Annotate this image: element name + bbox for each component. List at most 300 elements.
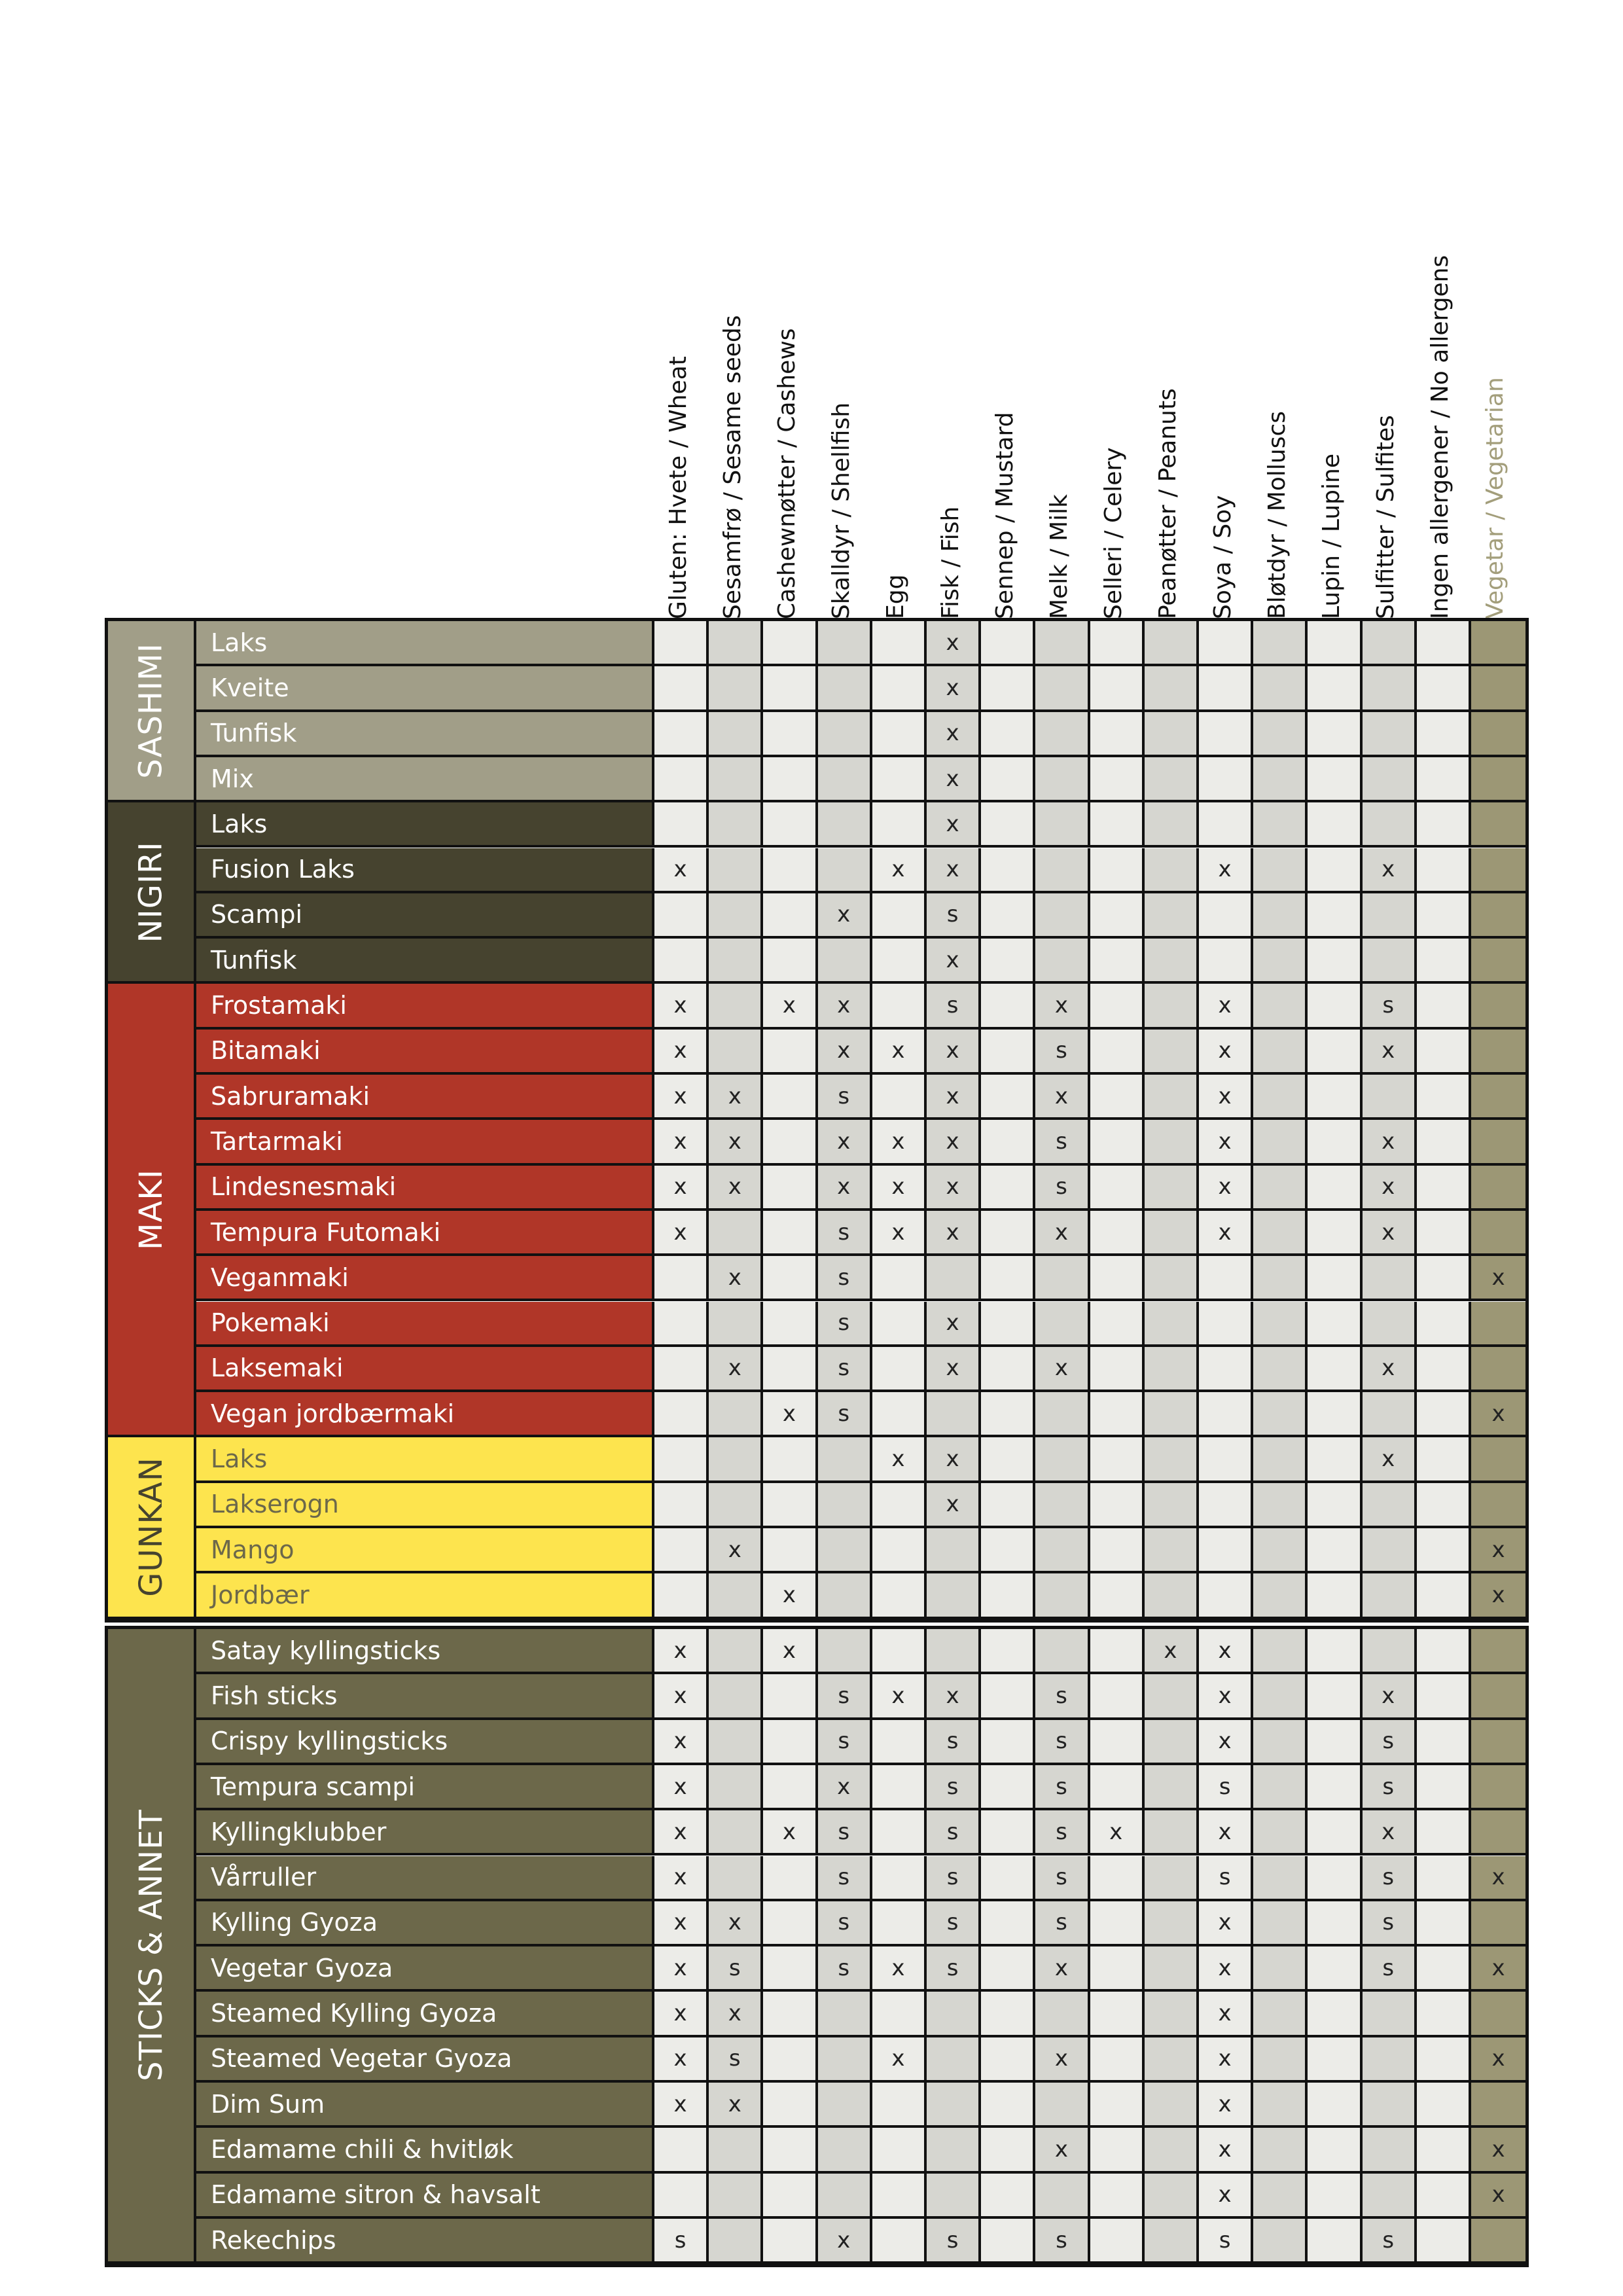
allergen-cell-sennep-mustard [981,1166,1035,1211]
allergen-cell-sesamfro-sesame-seeds [709,757,763,802]
allergen-cell-peanotter-peanuts [1145,1392,1199,1437]
allergen-cell-blotdyr-molluscs [1253,2128,1308,2173]
allergen-cell-gluten-hvete-wheat [654,621,709,666]
allergen-cell-vegetar-vegetarian [1471,621,1525,666]
allergen-cell-sennep-mustard [981,1810,1035,1856]
allergen-cell-gluten-hvete-wheat: x [654,848,709,893]
menu-item-edamame-sitron-havsalt: Edamame sitron & havsalt [196,2174,654,2219]
allergen-cell-skalldyr-shellfish [818,1992,872,2037]
allergen-cell-soya-soy: x [1199,1946,1253,1992]
menu-item-crispy-kyllingsticks: Crispy kyllingsticks [196,1720,654,1765]
allergen-cell-soya-soy [1199,666,1253,711]
allergen-cell-cashewnotter-cashews: x [763,1573,817,1619]
allergen-cell-ingen-allergener-no-allergens [1417,802,1471,848]
allergen-cell-fisk-fish [927,2083,981,2128]
column-header-selleri-celery: Selleri / Celery [1100,447,1128,619]
allergen-cell-gluten-hvete-wheat [654,1302,709,1347]
allergen-cell-egg [872,1992,927,2037]
allergen-cell-selleri-celery [1090,2083,1145,2128]
allergen-cell-ingen-allergener-no-allergens [1417,1992,1471,2037]
allergen-cell-soya-soy: x [1199,1629,1253,1674]
column-header-fisk-fish: Fisk / Fish [936,506,964,619]
allergen-cell-egg [872,1347,927,1392]
allergen-cell-vegetar-vegetarian: x [1471,1256,1525,1301]
allergen-cell-soya-soy [1199,939,1253,984]
allergen-cell-vegetar-vegetarian: x [1471,1573,1525,1619]
allergen-cell-blotdyr-molluscs [1253,757,1308,802]
allergen-cell-lupin-lupine [1308,1347,1362,1392]
allergen-cell-gluten-hvete-wheat: x [654,2037,709,2083]
allergen-cell-peanotter-peanuts [1145,2037,1199,2083]
allergen-cell-blotdyr-molluscs [1253,1302,1308,1347]
allergen-cell-fisk-fish: x [927,666,981,711]
allergen-cell-soya-soy [1199,1573,1253,1619]
allergen-cell-sesamfro-sesame-seeds [709,984,763,1029]
allergen-cell-melk-milk: s [1035,1810,1090,1856]
allergen-cell-vegetar-vegetarian [1471,1437,1525,1482]
allergen-cell-peanotter-peanuts [1145,848,1199,893]
allergen-cell-egg [872,757,927,802]
allergen-cell-sulfitter-sulfites: x [1363,1347,1417,1392]
column-header-ingen-allergener-no-allergens: Ingen allergener / No allergens [1427,255,1454,619]
allergen-cell-peanotter-peanuts [1145,1211,1199,1256]
menu-item-steamed-kylling-gyoza: Steamed Kylling Gyoza [196,1992,654,2037]
allergen-cell-gluten-hvete-wheat [654,1437,709,1482]
allergen-cell-ingen-allergener-no-allergens [1417,984,1471,1029]
allergen-cell-ingen-allergener-no-allergens [1417,848,1471,893]
allergen-cell-sennep-mustard [981,2174,1035,2219]
menu-item-kveite: Kveite [196,666,654,711]
allergen-cell-soya-soy [1199,712,1253,757]
allergen-cell-sesamfro-sesame-seeds: s [709,2037,763,2083]
allergen-cell-soya-soy: x [1199,2128,1253,2173]
allergen-cell-skalldyr-shellfish: s [818,1946,872,1992]
allergen-cell-ingen-allergener-no-allergens [1417,1856,1471,1901]
allergen-cell-skalldyr-shellfish: s [818,1720,872,1765]
allergen-cell-vegetar-vegetarian [1471,802,1525,848]
allergen-cell-lupin-lupine [1308,1075,1362,1120]
allergen-cell-blotdyr-molluscs [1253,1765,1308,1810]
allergen-cell-soya-soy [1199,1302,1253,1347]
allergen-cell-gluten-hvete-wheat: x [654,1075,709,1120]
allergen-cell-vegetar-vegetarian [1471,712,1525,757]
allergen-cell-peanotter-peanuts [1145,1810,1199,1856]
allergen-cell-ingen-allergener-no-allergens [1417,1302,1471,1347]
allergen-cell-gluten-hvete-wheat: x [654,984,709,1029]
allergen-cell-selleri-celery [1090,2128,1145,2173]
menu-item-vegan-jordbaermaki: Vegan jordbærmaki [196,1392,654,1437]
allergen-cell-ingen-allergener-no-allergens [1417,1629,1471,1674]
allergen-cell-sulfitter-sulfites [1363,666,1417,711]
allergen-cell-sennep-mustard [981,1573,1035,1619]
allergen-cell-skalldyr-shellfish [818,621,872,666]
allergen-cell-soya-soy [1199,1256,1253,1301]
allergen-cell-sesamfro-sesame-seeds: x [709,1256,763,1301]
allergen-cell-blotdyr-molluscs [1253,848,1308,893]
allergen-cell-ingen-allergener-no-allergens [1417,1483,1471,1528]
allergen-cell-soya-soy: x [1199,1166,1253,1211]
allergen-cell-melk-milk: x [1035,984,1090,1029]
allergen-cell-egg [872,1765,927,1810]
allergen-cell-selleri-celery [1090,893,1145,939]
allergen-cell-sesamfro-sesame-seeds [709,2174,763,2219]
allergen-cell-skalldyr-shellfish [818,1528,872,1573]
menu-item-varruller: Vårruller [196,1856,654,1901]
allergen-cell-fisk-fish: x [927,848,981,893]
allergen-cell-cashewnotter-cashews [763,757,817,802]
allergen-cell-vegetar-vegetarian: x [1471,1856,1525,1901]
category-label-sticks-annet [108,1629,196,2264]
allergen-cell-gluten-hvete-wheat: x [654,1720,709,1765]
allergen-cell-melk-milk: x [1035,1211,1090,1256]
allergen-cell-lupin-lupine [1308,1720,1362,1765]
menu-item-laksemaki: Laksemaki [196,1347,654,1392]
allergen-cell-soya-soy [1199,757,1253,802]
allergen-cell-soya-soy: x [1199,1075,1253,1120]
allergen-cell-sulfitter-sulfites [1363,1528,1417,1573]
allergen-cell-sulfitter-sulfites [1363,893,1417,939]
allergen-cell-vegetar-vegetarian [1471,757,1525,802]
allergen-cell-soya-soy: s [1199,2219,1253,2264]
allergen-cell-selleri-celery [1090,1211,1145,1256]
allergen-cell-soya-soy: x [1199,1992,1253,2037]
allergen-cell-fisk-fish: x [927,1674,981,1719]
allergen-cell-selleri-celery [1090,1856,1145,1901]
column-header-vegetar-vegetarian: Vegetar / Vegetarian [1481,377,1508,619]
allergen-cell-lupin-lupine [1308,2083,1362,2128]
menu-item-lindesnesmaki: Lindesnesmaki [196,1166,654,1211]
allergen-cell-cashewnotter-cashews: x [763,984,817,1029]
allergen-cell-cashewnotter-cashews: x [763,1810,817,1856]
allergen-cell-lupin-lupine [1308,666,1362,711]
allergen-cell-fisk-fish: x [927,1483,981,1528]
allergen-cell-sesamfro-sesame-seeds [709,1856,763,1901]
allergen-cell-fisk-fish: s [927,1810,981,1856]
allergen-cell-blotdyr-molluscs [1253,1573,1308,1619]
allergen-cell-fisk-fish [927,1392,981,1437]
allergen-cell-vegetar-vegetarian [1471,984,1525,1029]
allergen-cell-gluten-hvete-wheat [654,802,709,848]
allergen-cell-peanotter-peanuts [1145,984,1199,1029]
allergen-cell-skalldyr-shellfish: s [818,1347,872,1392]
allergen-cell-melk-milk: s [1035,1720,1090,1765]
allergen-cell-egg: x [872,1674,927,1719]
allergen-cell-sesamfro-sesame-seeds [709,2219,763,2264]
allergen-cell-skalldyr-shellfish [818,939,872,984]
allergen-cell-fisk-fish: x [927,1030,981,1075]
allergen-cell-skalldyr-shellfish [818,2128,872,2173]
allergen-cell-lupin-lupine [1308,1528,1362,1573]
column-header-egg: Egg [882,574,910,619]
allergen-cell-melk-milk [1035,939,1090,984]
allergen-cell-soya-soy [1199,802,1253,848]
allergen-cell-sesamfro-sesame-seeds [709,1302,763,1347]
allergen-cell-skalldyr-shellfish: x [818,1765,872,1810]
allergen-cell-vegetar-vegetarian: x [1471,2174,1525,2219]
allergen-cell-gluten-hvete-wheat: x [654,1120,709,1165]
allergen-cell-sulfitter-sulfites: x [1363,848,1417,893]
menu-item-edamame-chili-hvitlok: Edamame chili & hvitløk [196,2128,654,2173]
allergen-cell-ingen-allergener-no-allergens [1417,1347,1471,1392]
allergen-cell-vegetar-vegetarian [1471,1075,1525,1120]
allergen-cell-vegetar-vegetarian [1471,1674,1525,1719]
allergen-cell-egg [872,2128,927,2173]
allergen-cell-melk-milk: s [1035,1120,1090,1165]
allergen-cell-ingen-allergener-no-allergens [1417,2083,1471,2128]
allergen-cell-sulfitter-sulfites [1363,802,1417,848]
menu-item-tempura-futomaki: Tempura Futomaki [196,1211,654,1256]
allergen-cell-peanotter-peanuts [1145,939,1199,984]
allergen-cell-sennep-mustard [981,2219,1035,2264]
allergen-cell-fisk-fish: s [927,893,981,939]
allergen-cell-selleri-celery [1090,848,1145,893]
allergen-cell-soya-soy: x [1199,1120,1253,1165]
allergen-cell-ingen-allergener-no-allergens [1417,1901,1471,1946]
allergen-cell-sennep-mustard [981,893,1035,939]
menu-item-scampi: Scampi [196,893,654,939]
allergen-cell-blotdyr-molluscs [1253,1075,1308,1120]
allergen-cell-selleri-celery [1090,1992,1145,2037]
allergen-cell-sulfitter-sulfites: s [1363,2219,1417,2264]
category-name: NIGIRI [132,841,169,943]
allergen-cell-lupin-lupine [1308,1674,1362,1719]
allergen-cell-peanotter-peanuts [1145,802,1199,848]
allergen-cell-gluten-hvete-wheat: x [654,1946,709,1992]
allergen-cell-cashewnotter-cashews [763,1483,817,1528]
allergen-cell-blotdyr-molluscs [1253,984,1308,1029]
allergen-cell-melk-milk [1035,1483,1090,1528]
allergen-cell-ingen-allergener-no-allergens [1417,1437,1471,1482]
allergen-cell-melk-milk [1035,1992,1090,2037]
allergen-cell-sennep-mustard [981,1992,1035,2037]
allergen-cell-sulfitter-sulfites [1363,2128,1417,2173]
allergen-cell-vegetar-vegetarian [1471,1765,1525,1810]
allergen-cell-sennep-mustard [981,1483,1035,1528]
allergen-cell-fisk-fish: s [927,984,981,1029]
allergen-cell-selleri-celery [1090,1573,1145,1619]
allergen-cell-vegetar-vegetarian: x [1471,1946,1525,1992]
allergen-cell-gluten-hvete-wheat: x [654,1629,709,1674]
allergen-cell-sennep-mustard [981,848,1035,893]
allergen-cell-vegetar-vegetarian: x [1471,2128,1525,2173]
allergen-cell-cashewnotter-cashews [763,1347,817,1392]
allergen-cell-selleri-celery [1090,939,1145,984]
allergen-cell-lupin-lupine [1308,2174,1362,2219]
allergen-cell-skalldyr-shellfish: s [818,1674,872,1719]
allergen-cell-soya-soy: x [1199,1211,1253,1256]
allergen-cell-blotdyr-molluscs [1253,1720,1308,1765]
allergen-cell-cashewnotter-cashews [763,621,817,666]
allergen-cell-sesamfro-sesame-seeds: x [709,1166,763,1211]
allergen-cell-lupin-lupine [1308,1810,1362,1856]
allergen-cell-vegetar-vegetarian [1471,666,1525,711]
allergen-cell-blotdyr-molluscs [1253,1629,1308,1674]
allergen-cell-ingen-allergener-no-allergens [1417,2174,1471,2219]
allergen-cell-skalldyr-shellfish: s [818,1901,872,1946]
menu-item-kylling-gyoza: Kylling Gyoza [196,1901,654,1946]
allergen-cell-sulfitter-sulfites [1363,712,1417,757]
column-header-cashewnotter-cashews: Cashewnøtter / Cashews [774,328,800,619]
allergen-cell-cashewnotter-cashews [763,802,817,848]
allergen-cell-blotdyr-molluscs [1253,1392,1308,1437]
allergen-cell-vegetar-vegetarian [1471,1992,1525,2037]
allergen-cell-melk-milk: s [1035,1674,1090,1719]
allergen-cell-ingen-allergener-no-allergens [1417,1211,1471,1256]
allergen-cell-egg [872,1302,927,1347]
menu-item-tunfisk: Tunfisk [196,939,654,984]
menu-item-vegetar-gyoza: Vegetar Gyoza [196,1946,654,1992]
allergen-cell-skalldyr-shellfish: s [818,1256,872,1301]
allergen-cell-sesamfro-sesame-seeds: x [709,1075,763,1120]
allergen-cell-sulfitter-sulfites [1363,621,1417,666]
allergen-cell-vegetar-vegetarian [1471,1347,1525,1392]
allergen-cell-egg [872,1810,927,1856]
allergen-cell-cashewnotter-cashews [763,2037,817,2083]
allergen-cell-cashewnotter-cashews [763,1720,817,1765]
menu-item-steamed-vegetar-gyoza: Steamed Vegetar Gyoza [196,2037,654,2083]
allergen-cell-fisk-fish: x [927,802,981,848]
allergen-cell-sulfitter-sulfites [1363,1992,1417,2037]
allergen-cell-cashewnotter-cashews [763,1075,817,1120]
allergen-cell-peanotter-peanuts [1145,2219,1199,2264]
table-block [105,618,1529,1623]
allergen-cell-blotdyr-molluscs [1253,1120,1308,1165]
table-block [105,1626,1529,2267]
allergen-cell-peanotter-peanuts: x [1145,1629,1199,1674]
allergen-cell-fisk-fish [927,1528,981,1573]
allergen-cell-soya-soy: x [1199,1030,1253,1075]
allergen-cell-sesamfro-sesame-seeds [709,893,763,939]
allergen-cell-ingen-allergener-no-allergens [1417,757,1471,802]
menu-item-veganmaki: Veganmaki [196,1256,654,1301]
allergen-cell-skalldyr-shellfish: s [818,1810,872,1856]
allergen-cell-soya-soy: s [1199,1856,1253,1901]
allergen-cell-egg [872,2219,927,2264]
allergen-cell-lupin-lupine [1308,802,1362,848]
allergen-cell-egg: x [872,2037,927,2083]
allergen-cell-vegetar-vegetarian: x [1471,1392,1525,1437]
allergen-cell-gluten-hvete-wheat: s [654,2219,709,2264]
allergen-cell-egg [872,621,927,666]
allergen-cell-soya-soy [1199,1437,1253,1482]
allergen-cell-melk-milk [1035,666,1090,711]
allergen-cell-skalldyr-shellfish [818,757,872,802]
allergen-cell-blotdyr-molluscs [1253,893,1308,939]
allergen-cell-melk-milk [1035,2083,1090,2128]
allergen-cell-sesamfro-sesame-seeds: x [709,1992,763,2037]
allergen-cell-gluten-hvete-wheat: x [654,1674,709,1719]
allergen-cell-gluten-hvete-wheat [654,893,709,939]
allergen-cell-skalldyr-shellfish [818,1629,872,1674]
allergen-cell-sulfitter-sulfites: s [1363,1856,1417,1901]
allergen-cell-egg: x [872,1211,927,1256]
allergen-cell-egg [872,939,927,984]
allergen-cell-peanotter-peanuts [1145,2174,1199,2219]
allergen-cell-soya-soy [1199,1528,1253,1573]
allergen-cell-skalldyr-shellfish: x [818,2219,872,2264]
allergen-cell-sesamfro-sesame-seeds: s [709,1946,763,1992]
allergen-cell-peanotter-peanuts [1145,1302,1199,1347]
allergen-cell-vegetar-vegetarian [1471,2083,1525,2128]
allergen-cell-vegetar-vegetarian [1471,1120,1525,1165]
allergen-cell-peanotter-peanuts [1145,1946,1199,1992]
allergen-cell-ingen-allergener-no-allergens [1417,2128,1471,2173]
allergen-cell-cashewnotter-cashews [763,1856,817,1901]
allergen-cell-skalldyr-shellfish: x [818,984,872,1029]
allergen-cell-blotdyr-molluscs [1253,1901,1308,1946]
allergen-cell-lupin-lupine [1308,1901,1362,1946]
allergen-cell-gluten-hvete-wheat [654,1347,709,1392]
allergen-cell-blotdyr-molluscs [1253,2037,1308,2083]
allergen-cell-blotdyr-molluscs [1253,1992,1308,2037]
allergen-cell-melk-milk [1035,1256,1090,1301]
menu-item-pokemaki: Pokemaki [196,1302,654,1347]
menu-item-frostamaki: Frostamaki [196,984,654,1029]
allergen-cell-egg [872,2174,927,2219]
allergen-cell-sulfitter-sulfites: x [1363,1030,1417,1075]
allergen-cell-lupin-lupine [1308,1256,1362,1301]
allergen-cell-ingen-allergener-no-allergens [1417,712,1471,757]
category-name: MAKI [132,1168,169,1250]
allergen-cell-gluten-hvete-wheat: x [654,2083,709,2128]
allergen-cell-cashewnotter-cashews [763,939,817,984]
allergen-cell-fisk-fish [927,1256,981,1301]
allergen-cell-cashewnotter-cashews [763,1674,817,1719]
allergen-cell-peanotter-peanuts [1145,1483,1199,1528]
allergen-cell-blotdyr-molluscs [1253,1437,1308,1482]
allergen-cell-ingen-allergener-no-allergens [1417,621,1471,666]
allergen-cell-vegetar-vegetarian [1471,1166,1525,1211]
allergen-cell-skalldyr-shellfish [818,848,872,893]
column-header-sennep-mustard: Sennep / Mustard [991,412,1018,619]
allergen-cell-vegetar-vegetarian [1471,1720,1525,1765]
allergen-cell-sennep-mustard [981,1856,1035,1901]
allergen-cell-soya-soy [1199,1347,1253,1392]
allergen-cell-ingen-allergener-no-allergens [1417,1256,1471,1301]
allergen-cell-vegetar-vegetarian [1471,1629,1525,1674]
allergen-cell-sennep-mustard [981,2128,1035,2173]
menu-item-tartarmaki: Tartarmaki [196,1120,654,1165]
allergen-cell-fisk-fish: x [927,1302,981,1347]
allergen-cell-fisk-fish: x [927,939,981,984]
allergen-cell-peanotter-peanuts [1145,1765,1199,1810]
allergen-cell-selleri-celery [1090,1075,1145,1120]
allergen-cell-selleri-celery [1090,1901,1145,1946]
category-label-maki [108,984,196,1437]
allergen-cell-fisk-fish: s [927,1765,981,1810]
allergen-cell-sulfitter-sulfites [1363,1573,1417,1619]
allergen-cell-selleri-celery [1090,712,1145,757]
category-name: SASHIMI [132,642,169,779]
allergen-cell-sesamfro-sesame-seeds [709,1437,763,1482]
allergen-cell-fisk-fish: x [927,1211,981,1256]
allergen-cell-sennep-mustard [981,2037,1035,2083]
allergen-cell-lupin-lupine [1308,1629,1362,1674]
allergen-cell-egg [872,984,927,1029]
allergen-cell-sulfitter-sulfites [1363,939,1417,984]
allergen-cell-blotdyr-molluscs [1253,1856,1308,1901]
menu-item-bitamaki: Bitamaki [196,1030,654,1075]
allergen-cell-selleri-celery [1090,666,1145,711]
allergen-cell-sennep-mustard [981,1946,1035,1992]
allergen-cell-cashewnotter-cashews [763,1302,817,1347]
allergen-cell-selleri-celery [1090,1256,1145,1301]
menu-item-tempura-scampi: Tempura scampi [196,1765,654,1810]
column-header-soya-soy: Soya / Soy [1209,495,1236,619]
allergen-cell-sennep-mustard [981,1765,1035,1810]
allergen-cell-sesamfro-sesame-seeds [709,621,763,666]
allergen-cell-melk-milk [1035,1392,1090,1437]
